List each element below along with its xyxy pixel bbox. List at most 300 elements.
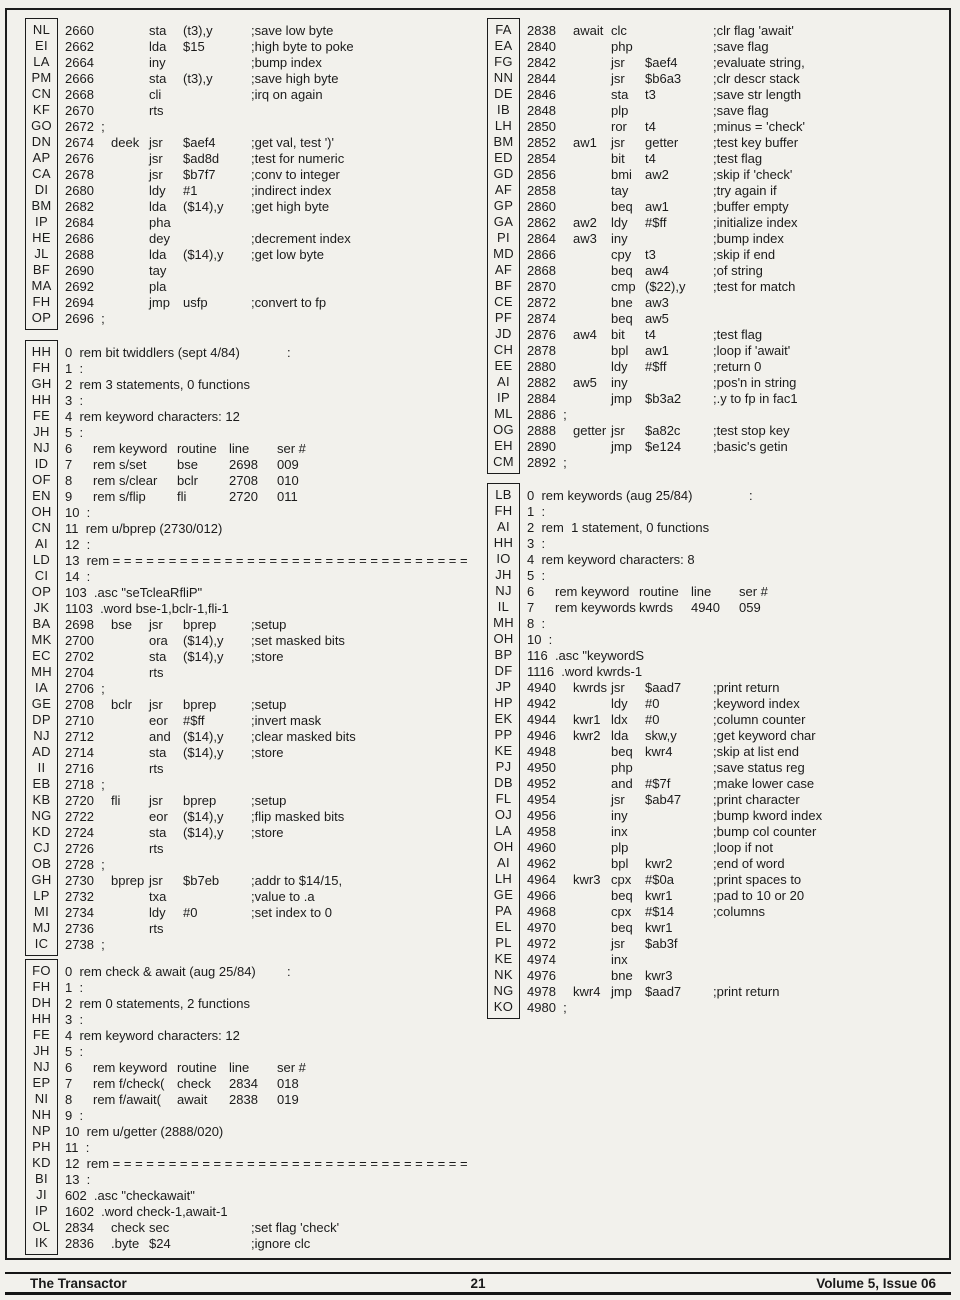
code-line xyxy=(527,600,947,616)
listing-block xyxy=(25,340,473,956)
code-line xyxy=(527,680,947,696)
line-number: 2688 xyxy=(65,246,94,262)
line-text: 1602 .word check-1,await-1 xyxy=(65,1203,228,1219)
operand: #$7f xyxy=(645,775,671,791)
line-text: 5 : xyxy=(65,1043,84,1059)
listing-block xyxy=(487,18,947,474)
opcode: ora xyxy=(149,632,168,648)
code-line xyxy=(65,409,473,425)
code-line xyxy=(527,167,947,183)
line-text: 10 : xyxy=(527,631,553,647)
opcode: rts xyxy=(149,664,164,680)
operand: kwr4 xyxy=(645,743,673,759)
code-line xyxy=(65,665,473,681)
line-text: 1 : xyxy=(65,360,84,376)
opcode: lda xyxy=(149,198,167,214)
line-tail: : xyxy=(287,963,291,979)
opcode: inx xyxy=(611,951,628,967)
operand: aw1 xyxy=(645,342,669,358)
line-text: 9 : xyxy=(65,1107,84,1123)
code-line xyxy=(65,1092,473,1108)
checksum-code: EA xyxy=(494,38,513,53)
checksum-code: II xyxy=(37,760,46,775)
line-number: 6 xyxy=(65,1059,73,1075)
line-number: 2870 xyxy=(527,278,556,294)
checksum-code: PF xyxy=(494,310,513,325)
line-number: 2846 xyxy=(527,86,556,102)
operand: aw2 xyxy=(645,166,669,182)
code-line xyxy=(65,263,473,279)
line-number: 2852 xyxy=(527,134,556,150)
operand: ($14),y xyxy=(183,728,224,744)
code-line xyxy=(65,585,473,601)
opcode: rts xyxy=(149,102,164,118)
line-text: 2696 ; xyxy=(65,310,105,326)
line-text: 103 .asc "seTcleaRfliP" xyxy=(65,584,203,600)
code-line xyxy=(65,1124,473,1140)
line-text: 602 .asc "checkawait" xyxy=(65,1187,195,1203)
operand: (t3),y xyxy=(183,70,213,86)
line-text: 2738 ; xyxy=(65,936,105,952)
line-text: 4 rem keyword characters: 12 xyxy=(65,408,240,424)
operand: #$14 xyxy=(645,903,674,919)
code-line xyxy=(527,199,947,215)
checksum-code: DE xyxy=(494,86,513,101)
checksum-code: ML xyxy=(494,406,513,421)
operand: #$ff xyxy=(645,358,667,374)
comment: ;make lower case xyxy=(713,775,815,791)
line-number: 2836 xyxy=(65,1235,94,1251)
page-number: 21 xyxy=(470,1275,486,1291)
opcode: ldy xyxy=(149,904,166,920)
code-line xyxy=(65,441,473,457)
operand: kwr2 xyxy=(645,855,673,871)
checksum-code: IP xyxy=(35,214,48,229)
comment: ;clear masked bits xyxy=(251,728,356,744)
line-text: 5 : xyxy=(65,424,84,440)
comment: ;save flag xyxy=(713,102,769,118)
code-line xyxy=(527,792,947,808)
line-text: 14 : xyxy=(65,568,91,584)
checksum-code: FH xyxy=(494,503,513,518)
comment: ;column counter xyxy=(713,711,806,727)
checksum-code: AD xyxy=(32,744,51,759)
line-number: 2866 xyxy=(527,246,556,262)
opcode: beq xyxy=(611,310,633,326)
code-line xyxy=(527,936,947,952)
code-line xyxy=(65,1060,473,1076)
comment: ;bump col counter xyxy=(713,823,817,839)
comment: ;get val, test ')' xyxy=(251,134,334,150)
routine: routine xyxy=(639,583,679,599)
code-line xyxy=(527,584,947,600)
line-text: 0 rem bit twiddlers (sept 4/84) xyxy=(65,344,240,360)
checksum-code: JH xyxy=(495,567,512,582)
checksum-code: CI xyxy=(34,568,49,583)
checksum-code: IA xyxy=(35,680,48,695)
checksum-code: KF xyxy=(32,102,51,117)
checksum-code: MI xyxy=(33,904,50,919)
line-number: 4974 xyxy=(527,951,556,967)
comment: ;setup xyxy=(251,616,287,632)
operand: ($14),y xyxy=(183,824,224,840)
line-number: 2842 xyxy=(527,54,556,70)
code-line xyxy=(527,552,947,568)
operand: (t3),y xyxy=(183,22,213,38)
comment: ;set flag 'check' xyxy=(251,1219,340,1235)
line-number: 2710 xyxy=(65,712,94,728)
checksum-code: PL xyxy=(495,935,512,950)
line-tail: : xyxy=(749,487,753,503)
operand: $ad8d xyxy=(183,150,220,166)
line-number: 6 xyxy=(65,440,73,456)
checksum-code: CJ xyxy=(33,840,50,855)
line-number: 2860 xyxy=(527,198,556,214)
line-number: 8 xyxy=(65,1091,73,1107)
opcode: rts xyxy=(149,840,164,856)
line-tail: : xyxy=(287,344,291,360)
checksum-code: PJ xyxy=(495,759,512,774)
comment: ;print return xyxy=(713,983,780,999)
serial: 019 xyxy=(277,1091,299,1107)
line-number: 2736 xyxy=(65,920,94,936)
checksum-code: JH xyxy=(33,424,50,439)
line-number: 2716 xyxy=(65,760,94,776)
checksum-code: DI xyxy=(34,182,49,197)
line-text: 4 rem keyword characters: 12 xyxy=(65,1027,240,1043)
line-number: 2876 xyxy=(527,326,556,342)
code-line xyxy=(65,279,473,295)
opcode: cli xyxy=(149,86,162,102)
checksum-code: PM xyxy=(31,70,52,85)
checksum-code: EC xyxy=(32,648,51,663)
operand: $ab3f xyxy=(645,935,678,951)
comment: ;store xyxy=(251,648,284,664)
code-line xyxy=(65,425,473,441)
operand: #0 xyxy=(183,904,198,920)
code-line xyxy=(65,457,473,473)
code-line xyxy=(65,103,473,119)
line-number: 2662 xyxy=(65,38,94,54)
code-line xyxy=(65,1172,473,1188)
checksum-code: OL xyxy=(32,1219,51,1234)
checksum-code: GE xyxy=(31,696,52,711)
checksum-code: IC xyxy=(34,936,49,951)
checksum-code: NJ xyxy=(33,1059,50,1074)
line-number: 2890 xyxy=(527,438,556,454)
operand: $aef4 xyxy=(183,134,216,150)
line-number: 2834 xyxy=(65,1219,94,1235)
label: getter xyxy=(573,422,607,438)
comment: ;print character xyxy=(713,791,800,807)
line-number: 2676 xyxy=(65,150,94,166)
code-line xyxy=(65,489,473,505)
checksum-code: DH xyxy=(31,995,52,1010)
opcode: sec xyxy=(149,1219,170,1235)
operand: $aad7 xyxy=(645,679,682,695)
checksum-code: LB xyxy=(495,487,512,502)
routine-line: 4940 xyxy=(691,599,720,615)
operand: aw5 xyxy=(645,310,669,326)
opcode: jmp xyxy=(611,390,632,406)
opcode: ldy xyxy=(149,182,166,198)
code-line xyxy=(65,215,473,231)
code-line xyxy=(65,889,473,905)
code-line xyxy=(527,455,947,471)
checksum-code: HH xyxy=(493,535,514,550)
comment: ;buffer empty xyxy=(713,198,789,214)
label: .byte xyxy=(111,1235,140,1251)
comment: ;clr descr stack xyxy=(713,70,800,86)
operand: aw3 xyxy=(645,294,669,310)
code-line xyxy=(65,377,473,393)
comment: ;bump index xyxy=(251,54,322,70)
code-line xyxy=(527,103,947,119)
checksum-code: OJ xyxy=(494,807,513,822)
checksum-code: DP xyxy=(32,712,51,727)
opcode: and xyxy=(611,775,633,791)
opcode: jsr xyxy=(149,872,163,888)
checksum-column xyxy=(25,340,58,956)
code-line xyxy=(65,1236,473,1252)
opcode: bne xyxy=(611,294,633,310)
line-text: 2 rem 1 statement, 0 functions xyxy=(527,519,710,535)
line-number: 2670 xyxy=(65,102,94,118)
checksum-code: CM xyxy=(493,454,514,469)
opcode: tay xyxy=(149,262,167,278)
code-line xyxy=(527,423,947,439)
opcode: txa xyxy=(149,888,167,904)
label: bclr xyxy=(111,696,132,712)
checksum-code: IK xyxy=(35,1235,48,1250)
code-line xyxy=(65,825,473,841)
routine: kwrds xyxy=(639,599,673,615)
line-number: 4948 xyxy=(527,743,556,759)
checksum-code: KE xyxy=(494,743,513,758)
checksum-code: FE xyxy=(32,1027,51,1042)
line-number: 7 xyxy=(65,456,73,472)
issue-label: Volume 5, Issue 06 xyxy=(816,1275,936,1291)
opcode: ror xyxy=(611,118,627,134)
operand: ($14),y xyxy=(183,246,224,262)
comment: ;addr to $14/15, xyxy=(251,872,343,888)
opcode: jsr xyxy=(611,422,625,438)
comment: ;save status reg xyxy=(713,759,805,775)
code-line xyxy=(527,520,947,536)
label: kwr4 xyxy=(573,983,601,999)
code-line xyxy=(65,295,473,311)
opcode: jsr xyxy=(149,616,163,632)
opcode: jsr xyxy=(149,150,163,166)
operand: usfp xyxy=(183,294,208,310)
code-line xyxy=(65,505,473,521)
checksum-code: KD xyxy=(32,1155,51,1170)
comment: ;save low byte xyxy=(251,22,334,38)
code-line xyxy=(527,215,947,231)
line-number: 2868 xyxy=(527,262,556,278)
checksum-code: JD xyxy=(495,326,512,341)
code-line xyxy=(65,553,473,569)
comment: ;test key buffer xyxy=(713,134,799,150)
serial: 009 xyxy=(277,456,299,472)
line-text: 2886 ; xyxy=(527,406,567,422)
checksum-code: NN xyxy=(493,70,514,85)
checksum-code: IP xyxy=(35,1203,48,1218)
opcode: cpx xyxy=(611,903,632,919)
comment: ;skip if 'check' xyxy=(713,166,793,182)
operand: $ab47 xyxy=(645,791,682,807)
opcode: sta xyxy=(611,86,629,102)
code-line xyxy=(527,712,947,728)
line-number: 2712 xyxy=(65,728,94,744)
code-line xyxy=(65,777,473,793)
label: await xyxy=(573,22,604,38)
code-line xyxy=(65,761,473,777)
operand: kwr1 xyxy=(645,919,673,935)
line-number: 2888 xyxy=(527,422,556,438)
routine: routine xyxy=(177,440,217,456)
opcode: rts xyxy=(149,760,164,776)
comment: ;loop if not xyxy=(713,839,773,855)
operand: #$ff xyxy=(645,214,667,230)
checksum-code: FH xyxy=(32,360,51,375)
checksum-code: AF xyxy=(494,262,513,277)
code-line xyxy=(65,393,473,409)
line-number: 2674 xyxy=(65,134,94,150)
line-text: 11 : xyxy=(65,1139,90,1155)
opcode: jsr xyxy=(149,166,163,182)
checksum-column xyxy=(487,18,520,474)
checksum-code: FH xyxy=(32,294,51,309)
line-number: 2682 xyxy=(65,198,94,214)
label: aw5 xyxy=(573,374,597,390)
checksum-code: BA xyxy=(32,616,51,631)
code-column xyxy=(65,959,473,1252)
code-line xyxy=(65,1076,473,1092)
opcode: rts xyxy=(149,920,164,936)
line-number: 9 xyxy=(65,488,73,504)
line-number: 4960 xyxy=(527,839,556,855)
opcode: eor xyxy=(149,712,168,728)
operand: aw1 xyxy=(645,198,669,214)
operand: t3 xyxy=(645,86,656,102)
line-number: 4950 xyxy=(527,759,556,775)
opcode: sta xyxy=(149,744,167,760)
line-number: 4976 xyxy=(527,967,556,983)
code-line xyxy=(65,119,473,135)
checksum-code: IB xyxy=(497,102,510,117)
code-line xyxy=(527,1000,947,1016)
comment: ;bump kword index xyxy=(713,807,823,823)
comment: ;pos'n in string xyxy=(713,374,797,390)
code-line xyxy=(527,327,947,343)
line-number: 2844 xyxy=(527,70,556,86)
comment: ;get keyword char xyxy=(713,727,816,743)
opcode: iny xyxy=(611,374,628,390)
opcode: lda xyxy=(149,38,167,54)
rem-keyword: rem keyword xyxy=(555,583,630,599)
checksum-code: NI xyxy=(34,1091,49,1106)
opcode: jmp xyxy=(149,294,170,310)
comment: ;decrement index xyxy=(251,230,351,246)
code-line xyxy=(65,151,473,167)
line-number: 2680 xyxy=(65,182,94,198)
operand: getter xyxy=(645,134,679,150)
line-number: 7 xyxy=(527,599,535,615)
routine: bclr xyxy=(177,472,198,488)
comment: ;save flag xyxy=(713,38,769,54)
code-line xyxy=(65,231,473,247)
code-line xyxy=(527,824,947,840)
checksum-code: CN xyxy=(31,86,52,101)
code-line xyxy=(527,632,947,648)
line-text: 13 rem = = = = = = = = = = = = = = = = = = = = = = = = = = = = = = = = xyxy=(65,552,468,568)
checksum-code: EP xyxy=(32,1075,51,1090)
checksum-code: JP xyxy=(495,679,512,694)
comment: ;print return xyxy=(713,679,780,695)
label: kwr3 xyxy=(573,871,601,887)
opcode: cpy xyxy=(611,246,632,262)
page-footer xyxy=(5,1272,951,1295)
checksum-code: GD xyxy=(493,166,514,181)
line-text: 10 : xyxy=(65,504,91,520)
line-text: 2672 ; xyxy=(65,118,105,134)
code-line xyxy=(65,1108,473,1124)
operand: #$0a xyxy=(645,871,674,887)
opcode: sta xyxy=(149,22,167,38)
opcode: jsr xyxy=(149,696,163,712)
opcode: jsr xyxy=(611,791,625,807)
operand: $b3a2 xyxy=(645,390,682,406)
operand: ($14),y xyxy=(183,744,224,760)
comment: ;.y to fp in fac1 xyxy=(713,390,798,406)
line-number: 4970 xyxy=(527,919,556,935)
code-line xyxy=(527,568,947,584)
checksum-code: FE xyxy=(32,408,51,423)
operand: kwr3 xyxy=(645,967,673,983)
opcode: bit xyxy=(611,150,625,166)
operand: $aad7 xyxy=(645,983,682,999)
checksum-code: FL xyxy=(495,791,512,806)
comment: ;initialize index xyxy=(713,214,798,230)
opcode: $24 xyxy=(149,1235,171,1251)
opcode: beq xyxy=(611,887,633,903)
code-line xyxy=(527,135,947,151)
opcode: sta xyxy=(149,70,167,86)
opcode: beq xyxy=(611,262,633,278)
opcode: lda xyxy=(149,246,167,262)
rem-keyword: rem keyword xyxy=(93,440,168,456)
checksum-code: NJ xyxy=(495,583,512,598)
checksum-code: BP xyxy=(494,647,513,662)
line-number: 8 xyxy=(65,472,73,488)
line-number: 2884 xyxy=(527,390,556,406)
code-line xyxy=(527,439,947,455)
line-number: 4940 xyxy=(527,679,556,695)
label: kwr1 xyxy=(573,711,601,727)
checksum-code: GA xyxy=(493,214,514,229)
line-text: 13 : xyxy=(65,1171,91,1187)
routine: check xyxy=(177,1075,211,1091)
comment: ;get low byte xyxy=(251,246,324,262)
checksum-code: JK xyxy=(33,600,50,615)
label: deek xyxy=(111,134,140,150)
code-line xyxy=(527,295,947,311)
comment: ;columns xyxy=(713,903,766,919)
label: aw4 xyxy=(573,326,597,342)
comment: ;invert mask xyxy=(251,712,322,728)
code-line xyxy=(65,311,473,327)
